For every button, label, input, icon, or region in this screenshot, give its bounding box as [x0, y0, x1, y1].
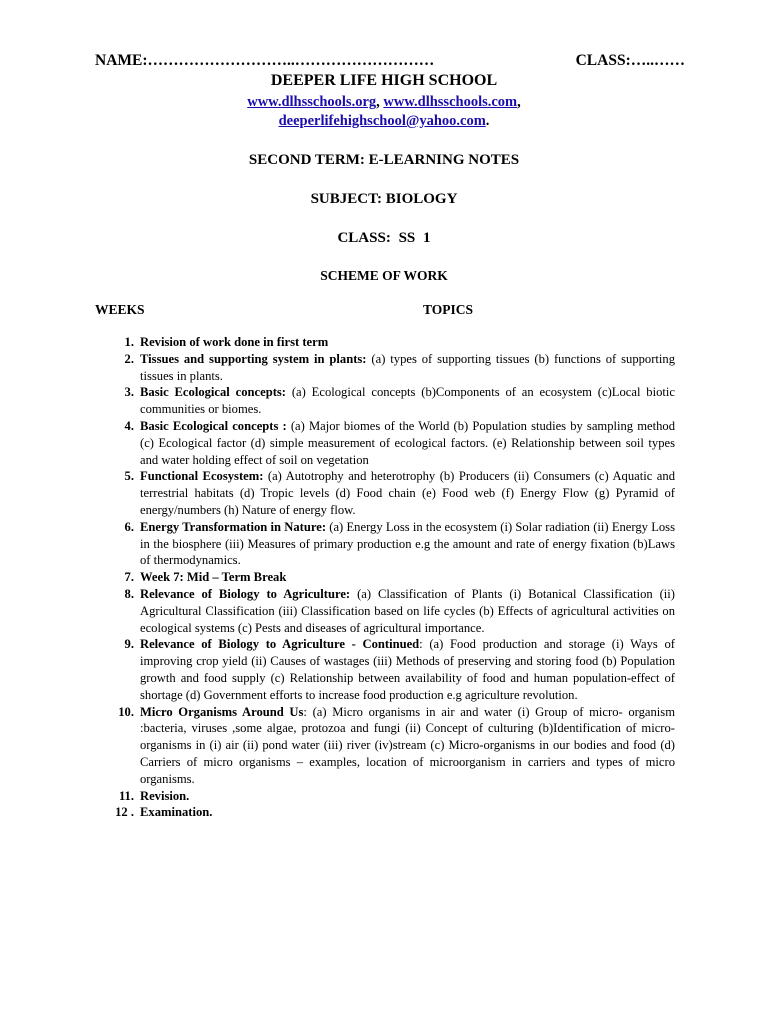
item-heading: Micro Organisms Around Us: [140, 704, 304, 719]
topics-list: [104, 334, 675, 821]
item-body: (a) Major biomes of the World (b) Population studies by sampling method (c) Ecological factor (d) simple measurement of ecological factors. (e) Relationship between soil types and water holding effect of soil on vegetation: [140, 418, 675, 467]
item-body: (a) Ecological concepts (b)Components of an ecosystem (c)Local biotic communities or biomes.: [140, 385, 675, 417]
class-heading: CLASS: SS 1: [337, 230, 431, 246]
email-link[interactable]: deeperlifehighschool@yahoo.com: [278, 113, 486, 129]
item-number: 8.: [124, 586, 134, 601]
item-heading: Revision of work done in first term: [140, 335, 329, 349]
weeks-header: WEEKS: [95, 302, 145, 317]
link-trailing-comma: ,: [517, 94, 521, 110]
link-separator: ,: [376, 94, 384, 110]
item-heading: Basic Ecological concepts :: [140, 418, 287, 433]
list-item: [104, 519, 675, 569]
item-heading: Relevance of Biology to Agriculture:: [140, 586, 351, 601]
item-body: (a) Energy Loss in the ecosystem (i) Solar radiation (ii) Energy Loss in the biosphere (iii) Measures of primary production e.g the amount and rate of energy fixation (b)Laws of thermodynamics.: [140, 519, 675, 568]
item-number: 4.: [124, 418, 134, 433]
list-item: [104, 804, 675, 821]
list-item: [104, 418, 675, 468]
subject-heading: SUBJECT: BIOLOGY: [310, 191, 458, 207]
item-heading: Revision.: [140, 788, 190, 803]
item-body: : (a) Food production and storage (i) Ways of improving crop yield (ii) Causes of wastages (iii) Methods of preserving and storing food (b) Population growth and food supply (c) Relationship between availability of food and human population-effect of shortage (d) Government efforts to increase food production e.g agriculture revolution.: [140, 637, 675, 702]
item-body: (a) types of supporting tissues (b) functions of supporting tissues in plants.: [140, 351, 675, 383]
email-period: .: [485, 113, 490, 129]
list-item: [104, 569, 675, 586]
list-item: [104, 788, 675, 805]
item-heading: Relevance of Biology to Agriculture - Continued: [140, 637, 420, 652]
item-number: 12 .: [115, 805, 134, 820]
item-number: 5.: [124, 469, 134, 484]
item-heading: Basic Ecological concepts:: [140, 385, 286, 400]
item-heading: Examination.: [140, 805, 213, 820]
item-number: 1.: [124, 335, 134, 349]
list-item: [104, 351, 675, 385]
name-class-line: [95, 52, 685, 70]
item-heading: Energy Transformation in Nature:: [140, 519, 327, 534]
list-item: [104, 636, 675, 703]
list-item: [104, 384, 675, 418]
item-body: (a) Classification of Plants (i) Botanical Classification (ii) Agricultural Classification (iii) Classification based on life cycles (b) Effects of agricultural activities on ecological systems (c) Pests and diseases of agricultural importance.: [140, 586, 675, 635]
item-number: 2.: [124, 351, 134, 366]
email-line: [0, 113, 768, 130]
item-number: 10.: [118, 704, 134, 719]
item-heading: Functional Ecosystem:: [140, 469, 264, 484]
item-heading: Week 7: Mid – Term Break: [140, 570, 287, 585]
scheme-heading: SCHEME OF WORK: [320, 268, 448, 283]
website-link-com[interactable]: www.dlhsschools.com: [383, 94, 518, 110]
term-heading: SECOND TERM: E-LEARNING NOTES: [248, 152, 520, 168]
topics-header: TOPICS: [423, 302, 474, 317]
item-number: 6.: [124, 519, 134, 534]
list-item: [104, 468, 675, 518]
website-links: [0, 94, 768, 111]
item-heading: Tissues and supporting system in plants:: [140, 351, 367, 366]
item-body: (a) Autotrophy and heterotrophy (b) Producers (ii) Consumers (c) Aquatic and terrestrial habitats (d) Tropic levels (d) Food chain (e) Food web (f) Energy Flow (g) Pyramid of energy/numbers (h) Nature of energy flow.: [140, 469, 675, 517]
school-name: DEEPER LIFE HIGH SCHOOL: [270, 72, 498, 89]
item-body: : (a) Micro organisms in air and water (i) Group of micro- organism :bacteria, viruses ,some algae, protozoa and fungi (ii) Concept of culturing (b)Identification of micro- organisms in (i) air (ii) pond water (iii) river (iv)stream (c) Micro-organisms in our bodies and food (d) Carriers of micro organisms – examples, location of microorganism in carriers and types of micro organisms.: [140, 704, 675, 786]
name-field-label: NAME:………………………..………………………: [95, 52, 435, 69]
website-link-org[interactable]: www.dlhsschools.org: [247, 94, 377, 110]
item-number: 3.: [124, 385, 134, 400]
list-item: [104, 334, 675, 351]
class-field-label: CLASS:…..……: [575, 52, 685, 69]
list-item: [104, 586, 675, 636]
item-number: 7.: [124, 570, 134, 585]
item-number: 9.: [124, 637, 134, 652]
list-item: [104, 704, 675, 788]
item-number: 11.: [118, 788, 134, 803]
